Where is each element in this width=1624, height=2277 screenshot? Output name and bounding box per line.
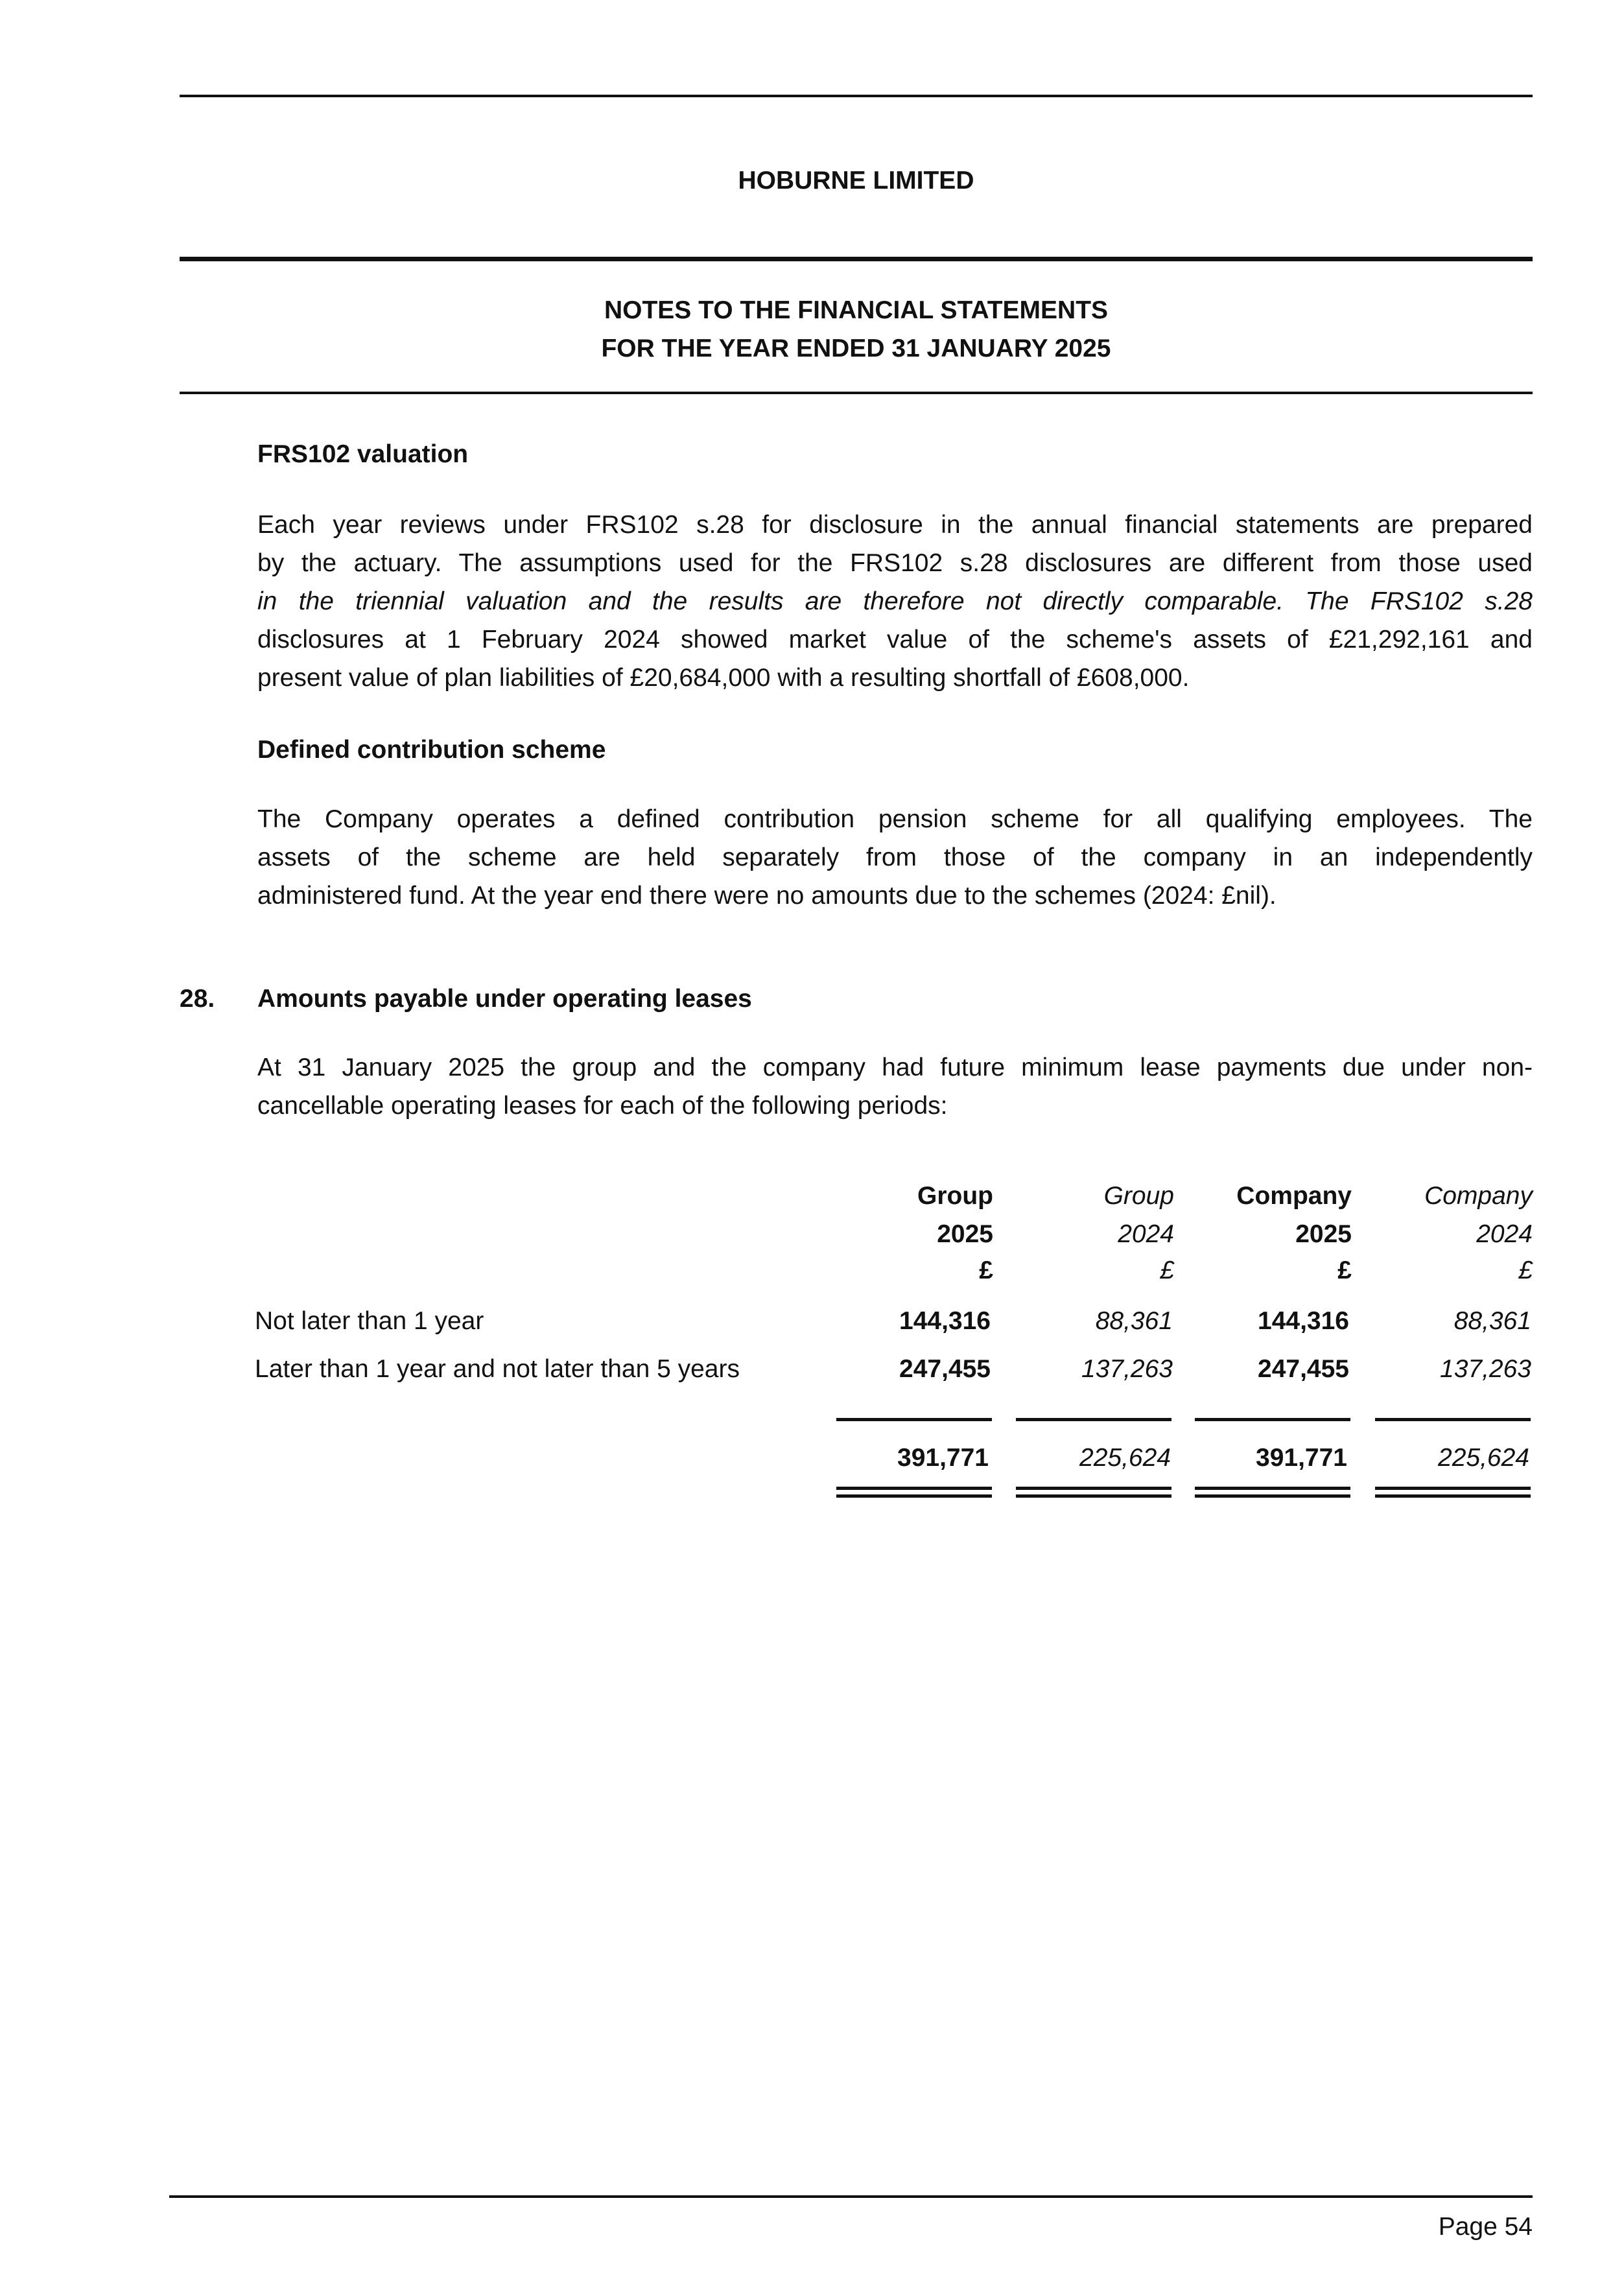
column-header-entity: Company [1236,1182,1352,1210]
column-header-entity: Group [917,1182,993,1210]
subtotal-rule [836,1418,992,1421]
page-title-line2: FOR THE YEAR ENDED 31 JANUARY 2025 [601,335,1111,362]
row-label: Not later than 1 year [255,1307,484,1335]
total-double-rule [1016,1487,1171,1490]
column-header-year: 2024 [1476,1220,1533,1248]
row-label: Later than 1 year and not later than 5 years [255,1355,740,1383]
defined-contribution-paragraph-line: administered fund. At the year end there were no amounts due to the schemes (2024: £nil). [257,882,1277,910]
column-header-currency: £ [1160,1256,1174,1284]
frs102-paragraph-line: by the actuary. The assumptions used for the FRS102 s.28 disclosures are different from those used [257,549,1533,577]
subtotal-rule [1016,1418,1171,1421]
defined-contribution-heading: Defined contribution scheme [257,736,606,764]
total-double-rule [836,1487,992,1490]
frs102-paragraph-line: Each year reviews under FRS102 s.28 for disclosure in the annual financial statements are prepared [257,511,1533,539]
total-value: 391,771 [1256,1444,1347,1472]
total-double-rule [1375,1487,1531,1490]
subtotal-rule [1375,1418,1531,1421]
note28-paragraph-line: At 31 January 2025 the group and the company had future minimum lease payments due under non- [257,1054,1533,1081]
total-value: 391,771 [897,1444,989,1472]
total-double-rule [1375,1494,1531,1498]
cell-value: 144,316 [1258,1307,1349,1335]
frs102-heading: FRS102 valuation [257,440,469,468]
company-name: HOBURNE LIMITED [738,167,974,195]
column-header-currency: £ [1518,1256,1533,1284]
column-header-year: 2024 [1118,1220,1174,1248]
column-header-year: 2025 [937,1220,993,1248]
subtotal-rule [1195,1418,1350,1421]
total-double-rule [1195,1494,1350,1498]
footer-rule [169,2195,1533,2198]
total-double-rule [836,1494,992,1498]
column-header-entity: Group [1103,1182,1174,1210]
note28-paragraph-line: cancellable operating leases for each of the following periods: [257,1092,948,1120]
column-header-currency: £ [979,1256,993,1284]
column-header-year: 2025 [1295,1220,1352,1248]
cell-value: 247,455 [1258,1355,1349,1383]
total-value: 225,624 [1079,1444,1171,1472]
total-double-rule [1195,1487,1350,1490]
column-header-entity: Company [1424,1182,1533,1210]
frs102-paragraph-line: present value of plan liabilities of £20,684,000 with a resulting shortfall of £608,000. [257,664,1190,692]
cell-value: 247,455 [899,1355,991,1383]
cell-value: 88,361 [1453,1307,1531,1335]
page-title-line1: NOTES TO THE FINANCIAL STATEMENTS [604,296,1109,324]
cell-value: 88,361 [1095,1307,1173,1335]
defined-contribution-paragraph-line: The Company operates a defined contribution pension scheme for all qualifying employees. The [257,805,1533,833]
cell-value: 144,316 [899,1307,991,1335]
total-double-rule [1016,1494,1171,1498]
header-thick-rule [180,257,1533,261]
cell-value: 137,263 [1081,1355,1173,1383]
column-header-currency: £ [1337,1256,1352,1284]
top-rule [180,95,1533,97]
note-number: 28. [180,985,215,1013]
frs102-paragraph-line: disclosures at 1 February 2024 showed market value of the scheme's assets of £21,292,161 and [257,626,1533,654]
defined-contribution-paragraph-line: assets of the scheme are held separately from those of the company in an independently [257,844,1533,871]
page-number: Page 54 [1438,2213,1533,2241]
header-bottom-rule [180,392,1533,394]
total-value: 225,624 [1438,1444,1529,1472]
note28-heading: Amounts payable under operating leases [257,985,752,1013]
frs102-paragraph-line: in the triennial valuation and the results are therefore not directly comparable. The FRS102 s.28 [257,587,1533,615]
cell-value: 137,263 [1440,1355,1531,1383]
